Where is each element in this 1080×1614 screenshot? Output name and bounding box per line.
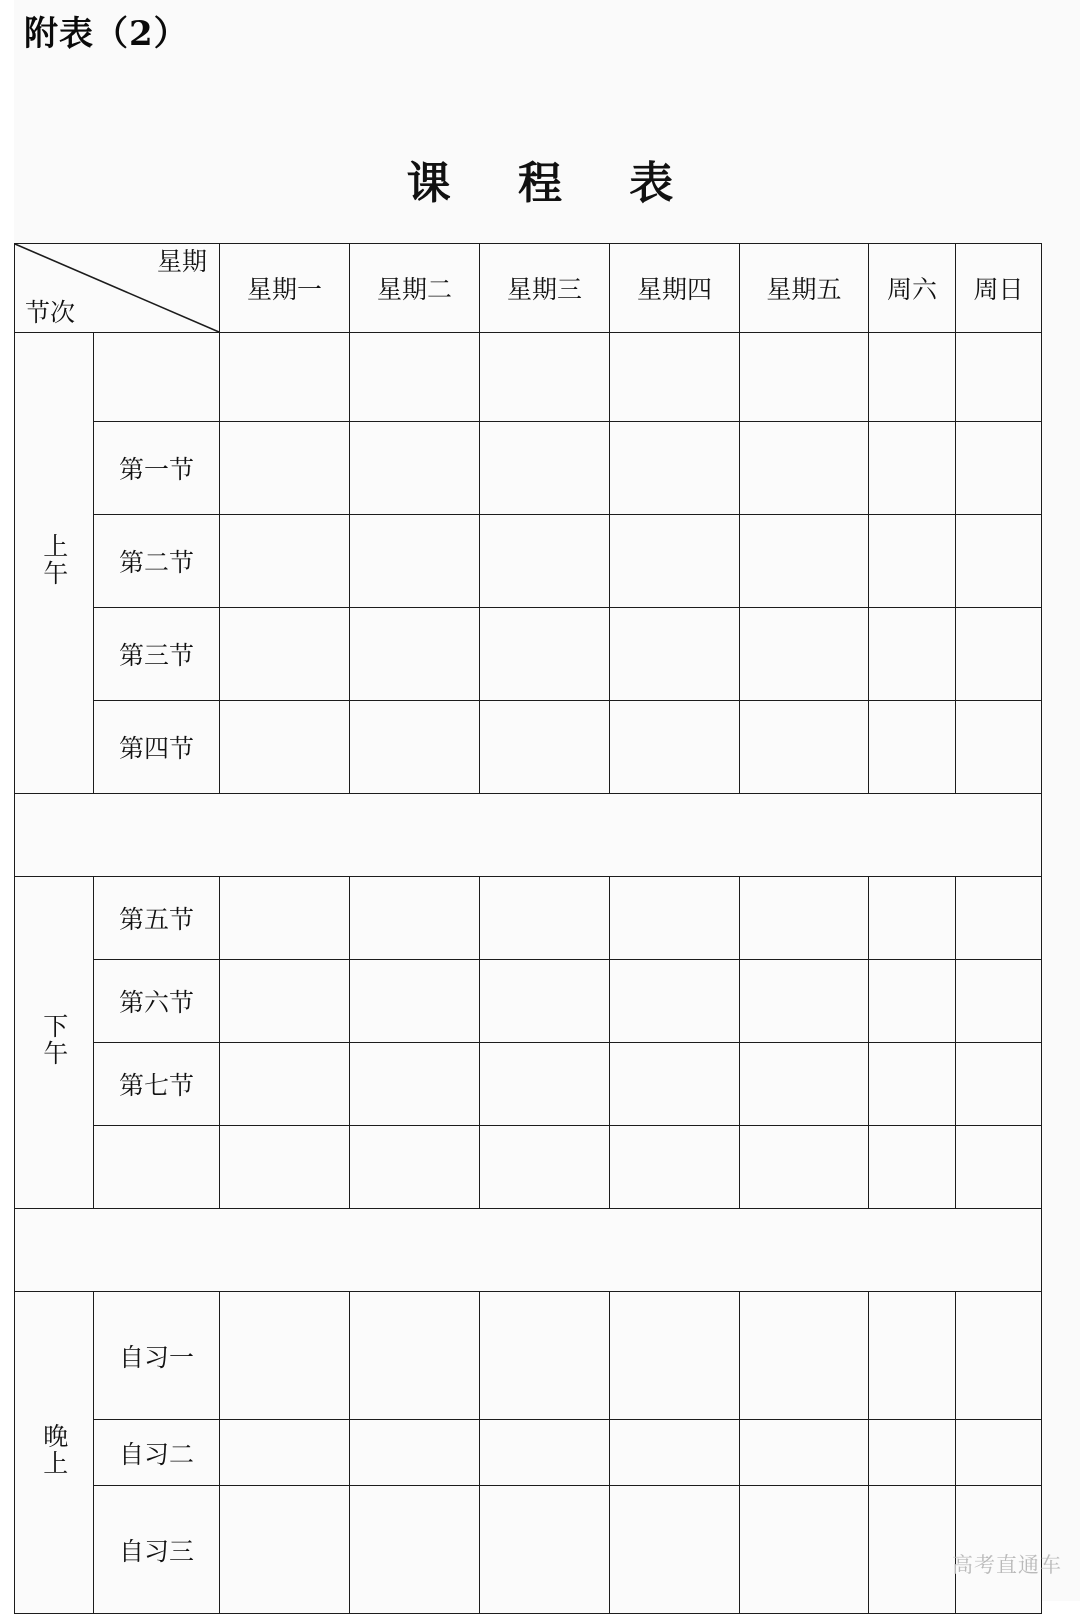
schedule-cell[interactable] xyxy=(956,608,1042,701)
corner-week-label: 星期 xyxy=(156,247,207,276)
table-row xyxy=(15,333,1042,422)
schedule-cell[interactable] xyxy=(610,1292,740,1420)
schedule-cell[interactable] xyxy=(220,1486,350,1614)
schedule-cell[interactable] xyxy=(610,877,740,960)
table-row xyxy=(15,1043,1042,1126)
schedule-cell[interactable] xyxy=(220,1043,350,1126)
schedule-cell[interactable] xyxy=(869,701,956,794)
slot-label-period-6: 第六节 xyxy=(94,960,220,1043)
slot-label-morning-0 xyxy=(94,333,220,422)
slot-label-period-5: 第五节 xyxy=(94,877,220,960)
schedule-cell[interactable] xyxy=(869,1043,956,1126)
separator-band-1[interactable] xyxy=(15,794,1042,877)
table-row xyxy=(15,515,1042,608)
page-title: 课 程 表 xyxy=(406,158,700,209)
schedule-cell[interactable] xyxy=(956,1292,1042,1420)
section-label-evening xyxy=(15,1292,94,1614)
schedule-cell[interactable] xyxy=(350,333,480,422)
schedule-cell[interactable] xyxy=(350,1292,480,1420)
schedule-cell[interactable] xyxy=(350,1043,480,1126)
schedule-cell[interactable] xyxy=(869,1420,956,1486)
table-row xyxy=(15,1209,1042,1292)
schedule-cell[interactable] xyxy=(869,608,956,701)
slot-label-period-4: 第四节 xyxy=(94,701,220,794)
separator-band-2[interactable] xyxy=(15,1209,1042,1292)
schedule-cell[interactable] xyxy=(350,515,480,608)
day-header-saturday: 周六 xyxy=(869,244,956,333)
table-row xyxy=(15,422,1042,515)
schedule-cell[interactable] xyxy=(740,1420,869,1486)
table-row xyxy=(15,960,1042,1043)
schedule-cell[interactable] xyxy=(610,701,740,794)
slot-label-afternoon-3 xyxy=(94,1126,220,1209)
schedule-cell[interactable] xyxy=(610,1043,740,1126)
schedule-cell[interactable] xyxy=(869,1486,956,1614)
schedule-cell[interactable] xyxy=(869,877,956,960)
schedule-cell[interactable] xyxy=(956,1126,1042,1209)
table-row xyxy=(15,877,1042,960)
schedule-cell[interactable] xyxy=(220,333,350,422)
section-label-evening-text: 晚上 xyxy=(39,1422,69,1477)
slot-label-selfstudy-2: 自习二 xyxy=(94,1420,220,1486)
schedule-cell[interactable] xyxy=(956,877,1042,960)
schedule-table-wrapper xyxy=(14,243,1033,1614)
schedule-cell[interactable] xyxy=(220,608,350,701)
schedule-cell[interactable] xyxy=(610,1420,740,1486)
day-header-tuesday: 星期二 xyxy=(350,244,480,333)
schedule-cell[interactable] xyxy=(610,960,740,1043)
schedule-cell[interactable] xyxy=(610,608,740,701)
schedule-cell[interactable] xyxy=(480,1420,610,1486)
schedule-cell[interactable] xyxy=(480,422,610,515)
schedule-cell[interactable] xyxy=(869,1292,956,1420)
schedule-cell[interactable] xyxy=(220,515,350,608)
table-row xyxy=(15,1486,1042,1614)
slot-label-selfstudy-3: 自习三 xyxy=(94,1486,220,1614)
schedule-cell[interactable] xyxy=(610,1486,740,1614)
schedule-cell[interactable] xyxy=(740,701,869,794)
schedule-cell[interactable] xyxy=(869,1126,956,1209)
schedule-cell[interactable] xyxy=(350,1420,480,1486)
table-row xyxy=(15,1420,1042,1486)
schedule-cell[interactable] xyxy=(869,422,956,515)
slot-label-period-2: 第二节 xyxy=(94,515,220,608)
schedule-cell[interactable] xyxy=(350,1486,480,1614)
section-label-morning xyxy=(15,333,94,794)
schedule-cell[interactable] xyxy=(220,701,350,794)
table-row xyxy=(15,794,1042,877)
day-header-sunday: 周日 xyxy=(956,244,1042,333)
schedule-cell[interactable] xyxy=(740,1292,869,1420)
schedule-cell[interactable] xyxy=(956,1420,1042,1486)
schedule-cell[interactable] xyxy=(480,608,610,701)
corner-header-cell xyxy=(15,244,220,333)
schedule-cell[interactable] xyxy=(480,877,610,960)
schedule-cell[interactable] xyxy=(740,1486,869,1614)
schedule-cell[interactable] xyxy=(220,960,350,1043)
schedule-cell[interactable] xyxy=(610,422,740,515)
schedule-cell[interactable] xyxy=(350,608,480,701)
schedule-cell[interactable] xyxy=(350,422,480,515)
schedule-cell[interactable] xyxy=(956,1043,1042,1126)
schedule-cell[interactable] xyxy=(610,1126,740,1209)
day-header-friday: 星期五 xyxy=(740,244,869,333)
slot-label-period-1: 第一节 xyxy=(94,422,220,515)
schedule-cell[interactable] xyxy=(869,960,956,1043)
section-label-afternoon-text: 下午 xyxy=(39,1012,69,1067)
schedule-cell[interactable] xyxy=(740,422,869,515)
schedule-table xyxy=(14,243,1042,1614)
schedule-cell[interactable] xyxy=(220,877,350,960)
schedule-cell[interactable] xyxy=(480,333,610,422)
page-left-margin-strip xyxy=(0,0,14,1601)
day-header-wednesday: 星期三 xyxy=(480,244,610,333)
schedule-cell[interactable] xyxy=(956,422,1042,515)
schedule-cell[interactable] xyxy=(956,333,1042,422)
slot-label-selfstudy-1: 自习一 xyxy=(94,1292,220,1420)
schedule-cell[interactable] xyxy=(740,515,869,608)
document-label: 附表（2） xyxy=(24,14,189,54)
schedule-cell[interactable] xyxy=(350,701,480,794)
schedule-cell[interactable] xyxy=(610,515,740,608)
schedule-cell[interactable] xyxy=(480,960,610,1043)
watermark: 高考直通车 xyxy=(952,1553,1062,1577)
table-row xyxy=(15,1126,1042,1209)
schedule-cell[interactable] xyxy=(740,608,869,701)
schedule-cell[interactable] xyxy=(480,1486,610,1614)
schedule-cell[interactable] xyxy=(740,877,869,960)
schedule-cell[interactable] xyxy=(956,960,1042,1043)
schedule-cell[interactable] xyxy=(740,1043,869,1126)
schedule-cell[interactable] xyxy=(740,960,869,1043)
schedule-cell[interactable] xyxy=(610,333,740,422)
table-row xyxy=(15,608,1042,701)
schedule-cell[interactable] xyxy=(220,1292,350,1420)
schedule-cell[interactable] xyxy=(869,333,956,422)
schedule-cell[interactable] xyxy=(220,1420,350,1486)
day-header-thursday: 星期四 xyxy=(610,244,740,333)
schedule-cell[interactable] xyxy=(350,877,480,960)
schedule-cell[interactable] xyxy=(350,1126,480,1209)
schedule-cell[interactable] xyxy=(869,515,956,608)
section-label-afternoon xyxy=(15,877,94,1209)
schedule-cell[interactable] xyxy=(220,1126,350,1209)
schedule-cell[interactable] xyxy=(956,701,1042,794)
schedule-cell[interactable] xyxy=(956,515,1042,608)
schedule-cell[interactable] xyxy=(350,960,480,1043)
schedule-cell[interactable] xyxy=(220,422,350,515)
table-row xyxy=(15,701,1042,794)
schedule-cell[interactable] xyxy=(740,1126,869,1209)
table-header-row xyxy=(15,244,1042,333)
table-row xyxy=(15,1292,1042,1420)
schedule-cell[interactable] xyxy=(480,515,610,608)
day-header-monday: 星期一 xyxy=(220,244,350,333)
corner-period-label: 节次 xyxy=(25,298,76,328)
section-label-morning-text: 上午 xyxy=(39,533,69,587)
schedule-cell[interactable] xyxy=(480,1043,610,1126)
slot-label-period-7: 第七节 xyxy=(94,1043,220,1126)
schedule-cell[interactable] xyxy=(740,333,869,422)
schedule-cell[interactable] xyxy=(480,1292,610,1420)
schedule-cell[interactable] xyxy=(480,1126,610,1209)
schedule-cell[interactable] xyxy=(480,701,610,794)
slot-label-period-3: 第三节 xyxy=(94,608,220,701)
